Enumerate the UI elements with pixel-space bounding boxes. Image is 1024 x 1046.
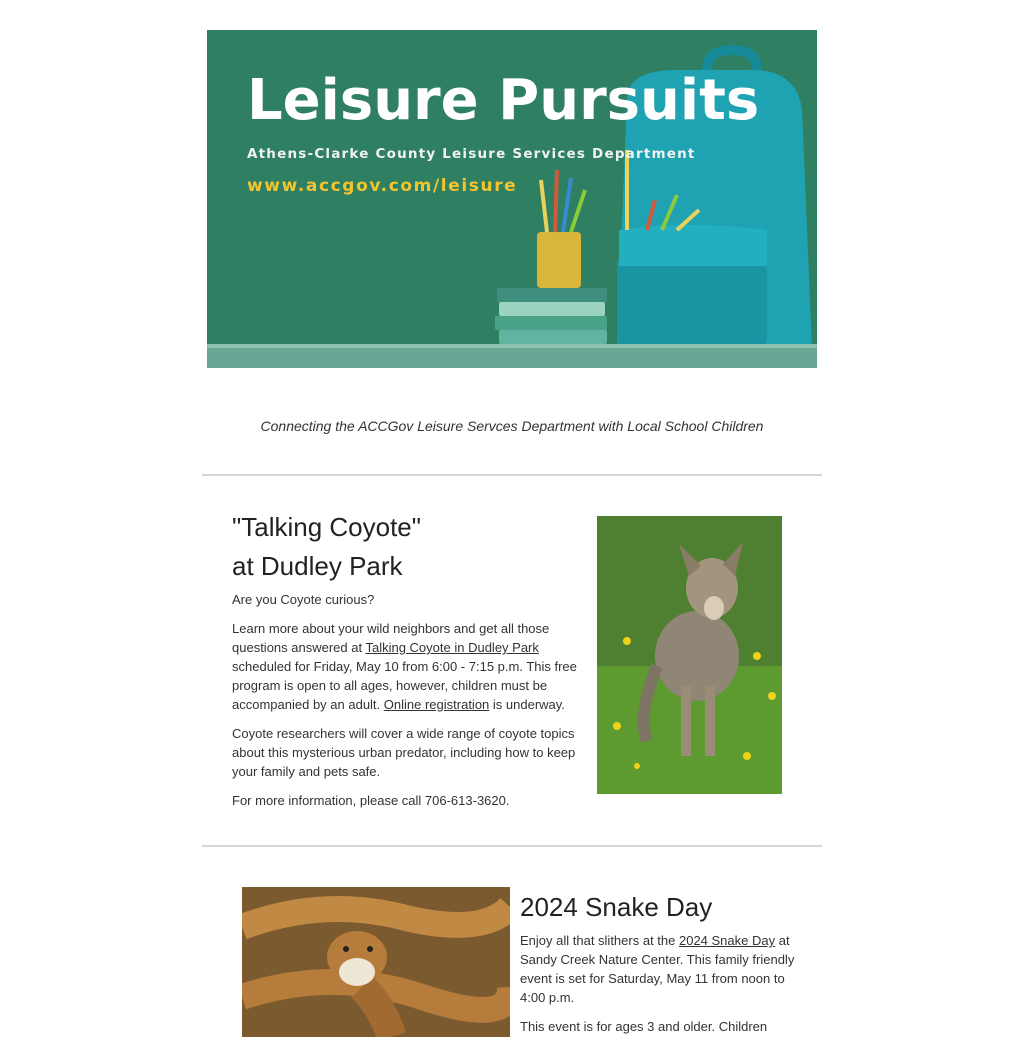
text: scheduled for Friday, May 10 from 6:00 - 7:15 p.m. This free program is open to all ages, however, children must be accompanied by an adult. [232, 659, 577, 712]
banner-title: Leisure Pursuits [247, 68, 760, 133]
coyote-image [597, 516, 782, 794]
snake-article [520, 888, 800, 1046]
coyote-contact: For more information, please call 706-613-3620. [232, 793, 510, 808]
snake-photo [242, 887, 510, 1037]
section-divider [202, 845, 822, 847]
coyote-article [232, 508, 582, 820]
text: Learn more about your wild neighbors and get all those questions answered at [232, 621, 550, 655]
coyote-title-line2: at Dudley Park [232, 551, 403, 581]
coyote-title-line1: "Talking Coyote" [232, 512, 421, 542]
coyote-details [232, 619, 582, 714]
snake-day-link[interactable]: 2024 Snake Day [678, 933, 776, 948]
snake-image [242, 887, 510, 1037]
shelf [207, 348, 817, 368]
coyote-photo [597, 516, 782, 794]
online-registration-link[interactable]: Online registration [383, 697, 490, 712]
talking-coyote-link[interactable]: Talking Coyote in Dudley Park [365, 640, 539, 655]
tagline: Connecting the ACCGov Leisure Servces Department with Local School Children [260, 418, 764, 434]
snake-title: 2024 Snake Day [520, 892, 713, 922]
banner-url: www.accgov.com/leisure [247, 176, 518, 196]
text: at Sandy Creek Nature Center. This family friendly event is set for Saturday, May 11 from noon to 4:00 p.m. [520, 933, 795, 1005]
text: Enjoy all that slithers at the [520, 933, 679, 948]
coyote-topics: Coyote researchers will cover a wide range of coyote topics about this mysterious urban predator, including how to keep your family and pets safe. [232, 726, 576, 779]
banner-subtitle: Athens-Clarke County Leisure Services Department [247, 146, 696, 162]
text: is underway. [489, 697, 565, 712]
coyote-intro: Are you Coyote curious? [232, 592, 375, 607]
snake-age-info: This event is for ages 3 and older. Children [520, 1019, 768, 1034]
section-divider [202, 474, 822, 476]
snake-details [520, 931, 800, 1007]
header-banner [207, 30, 817, 368]
